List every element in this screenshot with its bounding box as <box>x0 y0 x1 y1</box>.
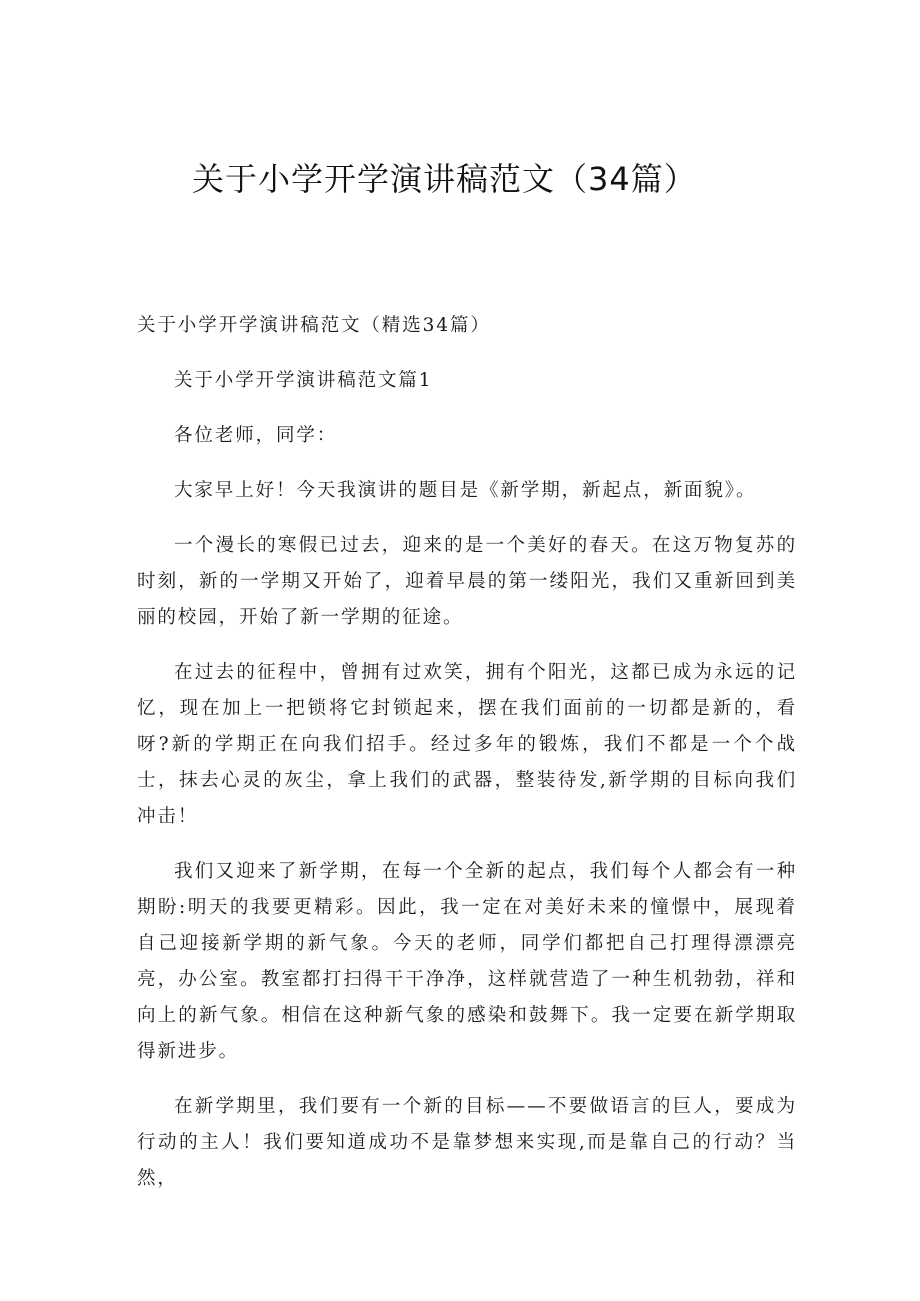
paragraph: 我们又迎来了新学期，在每一个全新的起点，我们每个人都会有一种期盼:明天的我要更精彩。因此，我一定在对美好未来的憧憬中，展现着自己迎接新学期的新气象。今天的老师，同学们都把自己打理得漂漂亮亮，办公室。教室都打扫得干干净净，这样就营造了一种生机勃勃，祥和向上的新气象。相信在这种新气象的感染和鼓舞下。我一定要在新学期取得新进步。 <box>137 861 797 1062</box>
greeting: 各位老师，同学： <box>174 425 338 446</box>
paragraph: 一个漫长的寒假已过去，迎来的是一个美好的春天。在这万物复苏的时刻，新的一学期又开始了，迎着早晨的第一缕阳光，我们又重新回到美丽的校园，开始了新一学期的征途。 <box>137 535 797 628</box>
document-body <box>137 308 797 1216</box>
section-heading: 关于小学开学演讲稿范文篇1 <box>174 370 433 391</box>
paragraph: 大家早上好！今天我演讲的题目是《新学期，新起点，新面貌》。 <box>174 480 757 501</box>
paragraph: 在新学期里，我们要有一个新的目标——不要做语言的巨人，要成为行动的主人！我们要知道成功不是靠梦想来实现,而是靠自己的行动？当然， <box>137 1096 797 1189</box>
paragraph: 在过去的征程中，曾拥有过欢笑，拥有个阳光，这都已成为永远的记忆，现在加上一把锁将它封锁起来，摆在我们面前的一切都是新的，看呀?新的学期正在向我们招手。经过多年的锻炼，我们不都是一个个战士，抹去心灵的灰尘，拿上我们的武器，整装待发,新学期的目标向我们冲击！ <box>137 662 797 827</box>
document-subtitle: 关于小学开学演讲稿范文（精选34篇） <box>137 315 491 336</box>
document-title: 关于小学开学演讲稿范文（34篇） <box>192 160 697 198</box>
